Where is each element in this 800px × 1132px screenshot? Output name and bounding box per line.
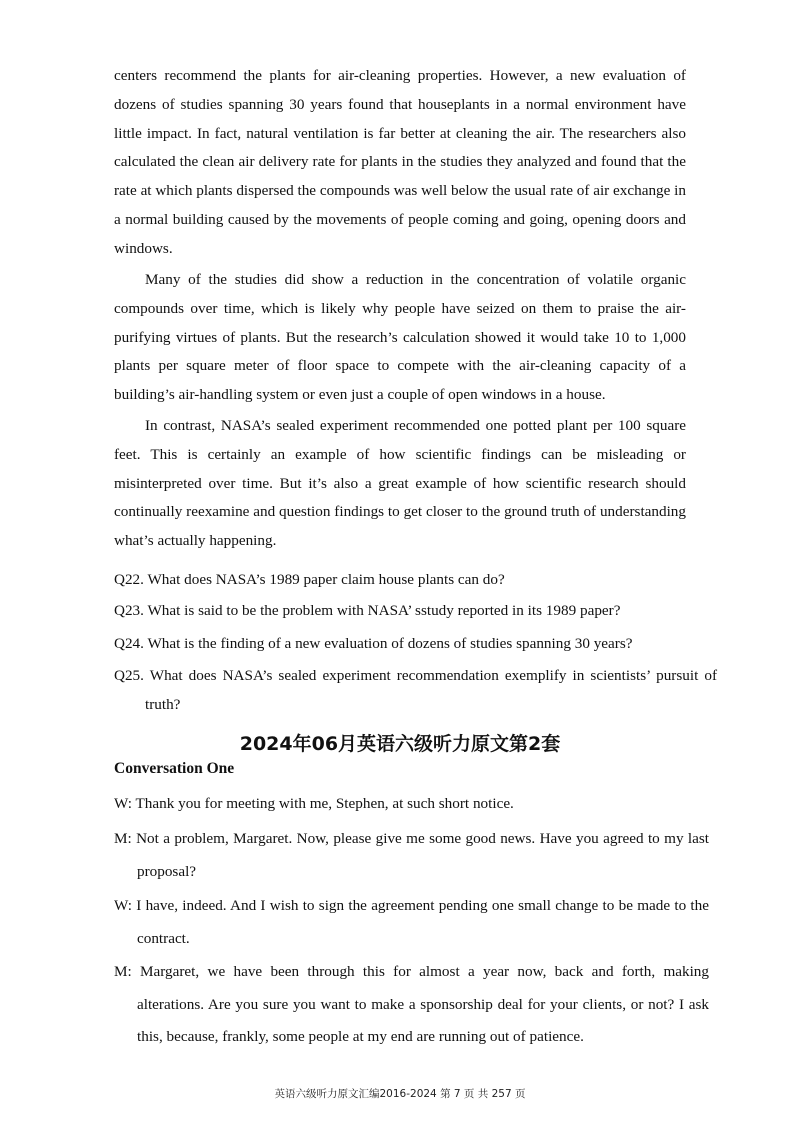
passage-paragraph-1: centers recommend the plants for air-cleaning properties. However, a new evaluation of dozens of studies spanning 30 years found that houseplants in a normal environment have little impact. In fact, natural ventilation is far better at cleaning the air. The researchers also calculated the clean air delivery rate for plants in the studies they analyzed and found that the rate at which plants dispersed the compounds was well below the usual rate of air exchange in a normal building caused by the movements of people coming and going, opening doors and windows. <box>114 67 686 257</box>
dialogue-line-1: W: Thank you for meeting with me, Stephen, at such short notice. <box>114 795 514 812</box>
passage-paragraph-2: Many of the studies did show a reduction in the concentration of volatile organic compounds over time, which is likely why people have seized on them to praise the air-purifying virtues of plants. But the research’s calculation showed it would take 10 to 1,000 plants per square meter of floor space to compete with the air-cleaning capacity of a building’s air-handling system or even just a couple of open windows in a house. <box>114 271 686 404</box>
section-title: 2024年06月英语六级听力原文第2套 <box>239 733 561 755</box>
question-24: Q24. What is the finding of a new evaluation of dozens of studies spanning 30 years? <box>114 635 633 652</box>
page-footer: 英语六级听力原文汇编2016-2024 第 7 页 共 257 页 <box>274 1088 526 1100</box>
question-23: Q23. What is said to be the problem with NASA’ sstudy reported in its 1989 paper? <box>114 602 621 619</box>
conversation-heading: Conversation One <box>114 760 235 777</box>
dialogue-line-4: M: Margaret, we have been through this for almost a year now, back and forth, making alterations. Are you sure you want to make a sponsorship deal for your clients, or not? I ask this, because, frankly, some people at my end are running out of patience. <box>114 963 709 1045</box>
dialogue-line-3: W: I have, indeed. And I wish to sign the agreement pending one small change to be made to the contract. <box>114 897 709 947</box>
dialogue-line-2: M: Not a problem, Margaret. Now, please give me some good news. Have you agreed to my last proposal? <box>114 830 709 880</box>
passage-paragraph-3: In contrast, NASA’s sealed experiment recommended one potted plant per 100 square feet. This is certainly an example of how scientific findings can be misleading or misinterpreted over time. But it’s also a great example of how scientific research should continually reexamine and question findings to get closer to the ground truth of understanding what’s actually happening. <box>114 417 686 550</box>
question-25: Q25. What does NASA’s sealed experiment recommendation exemplify in scientists’ pursuit of truth? <box>114 667 717 713</box>
question-22: Q22. What does NASA’s 1989 paper claim house plants can do? <box>114 571 505 588</box>
